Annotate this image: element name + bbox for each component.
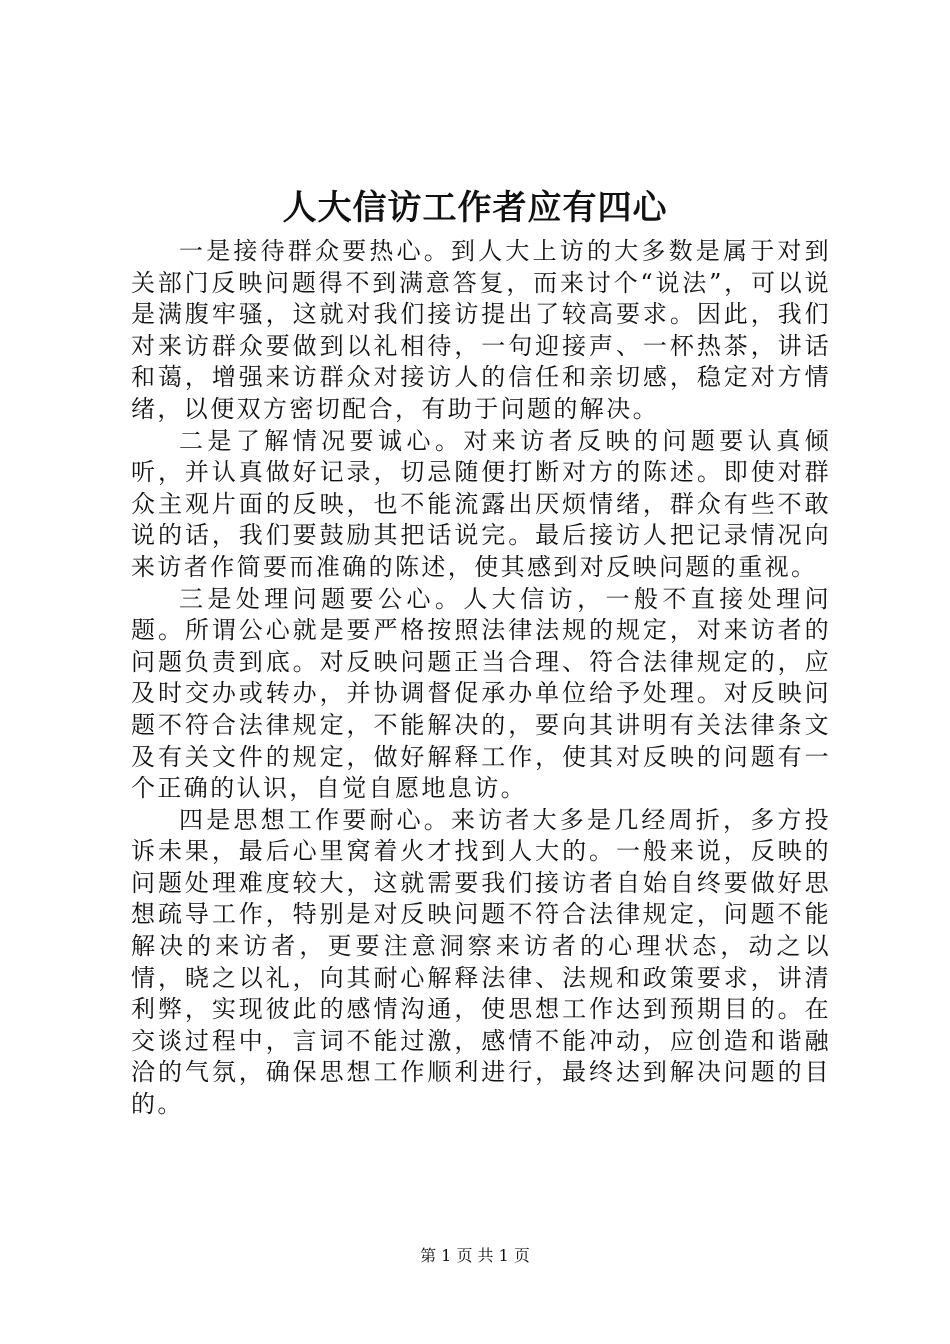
paragraph-1: 一是接待群众要热心。到人大上访的大多数是属于对到关部门反映问题得不到满意答复，而来讨个“说法”，可以说是满腹牢骚，这就对我们接访提出了较高要求。因此，我们对来访群众要做到以礼相待，一句迎接声、一杯热茶，讲话和蔼，增强来访群众对接访人的信任和亲切感，稳定对方情绪，以便双方密切配合，有助于问题的解决。 bbox=[131, 237, 831, 423]
document-body bbox=[131, 236, 831, 1121]
paragraph-4: 四是思想工作要耐心。来访者大多是几经周折，多方投诉未果，最后心里窝着火才找到人大的。一般来说，反映的问题处理难度较大，这就需要我们接访者自始自终要做好思想疏导工作，特别是对反映问题不符合法律规定，问题不能解决的来访者，更要注意洞察来访者的心理状态，动之以情，晓之以礼，向其耐心解释法律、法规和政策要求，讲清利弊，实现彼此的感情沟通，使思想工作达到预期目的。在交谈过程中，言词不能过激，感情不能冲动，应创造和谐融洽的气氛，确保思想工作顺利进行，最终达到解决问题的目的。 bbox=[131, 805, 831, 1119]
paragraph-2: 二是了解情况要诚心。对来访者反映的问题要认真倾听，并认真做好记录，切忌随便打断对方的陈述。即使对群众主观片面的反映，也不能流露出厌烦情绪，群众有些不敢说的话，我们要鼓励其把话说完。最后接访人把记录情况向来访者作简要而准确的陈述，使其感到对反映问题的重视。 bbox=[131, 426, 831, 581]
paragraph-3: 三是处理问题要公心。人大信访，一般不直接处理问题。所谓公心就是要严格按照法律法规的规定，对来访者的问题负责到底。对反映问题正当合理、符合法律规定的，应及时交办或转办，并协调督促承办单位给予处理。对反映问题不符合法律规定，不能解决的，要向其讲明有关法律条文及有关文件的规定，做好解释工作，使其对反映的问题有一个正确的认识，自觉自愿地息访。 bbox=[131, 584, 831, 803]
page-title: 人大信访工作者应有四心 bbox=[282, 188, 668, 228]
page-footer: 第 1 页 共 1 页 bbox=[420, 1246, 530, 1265]
